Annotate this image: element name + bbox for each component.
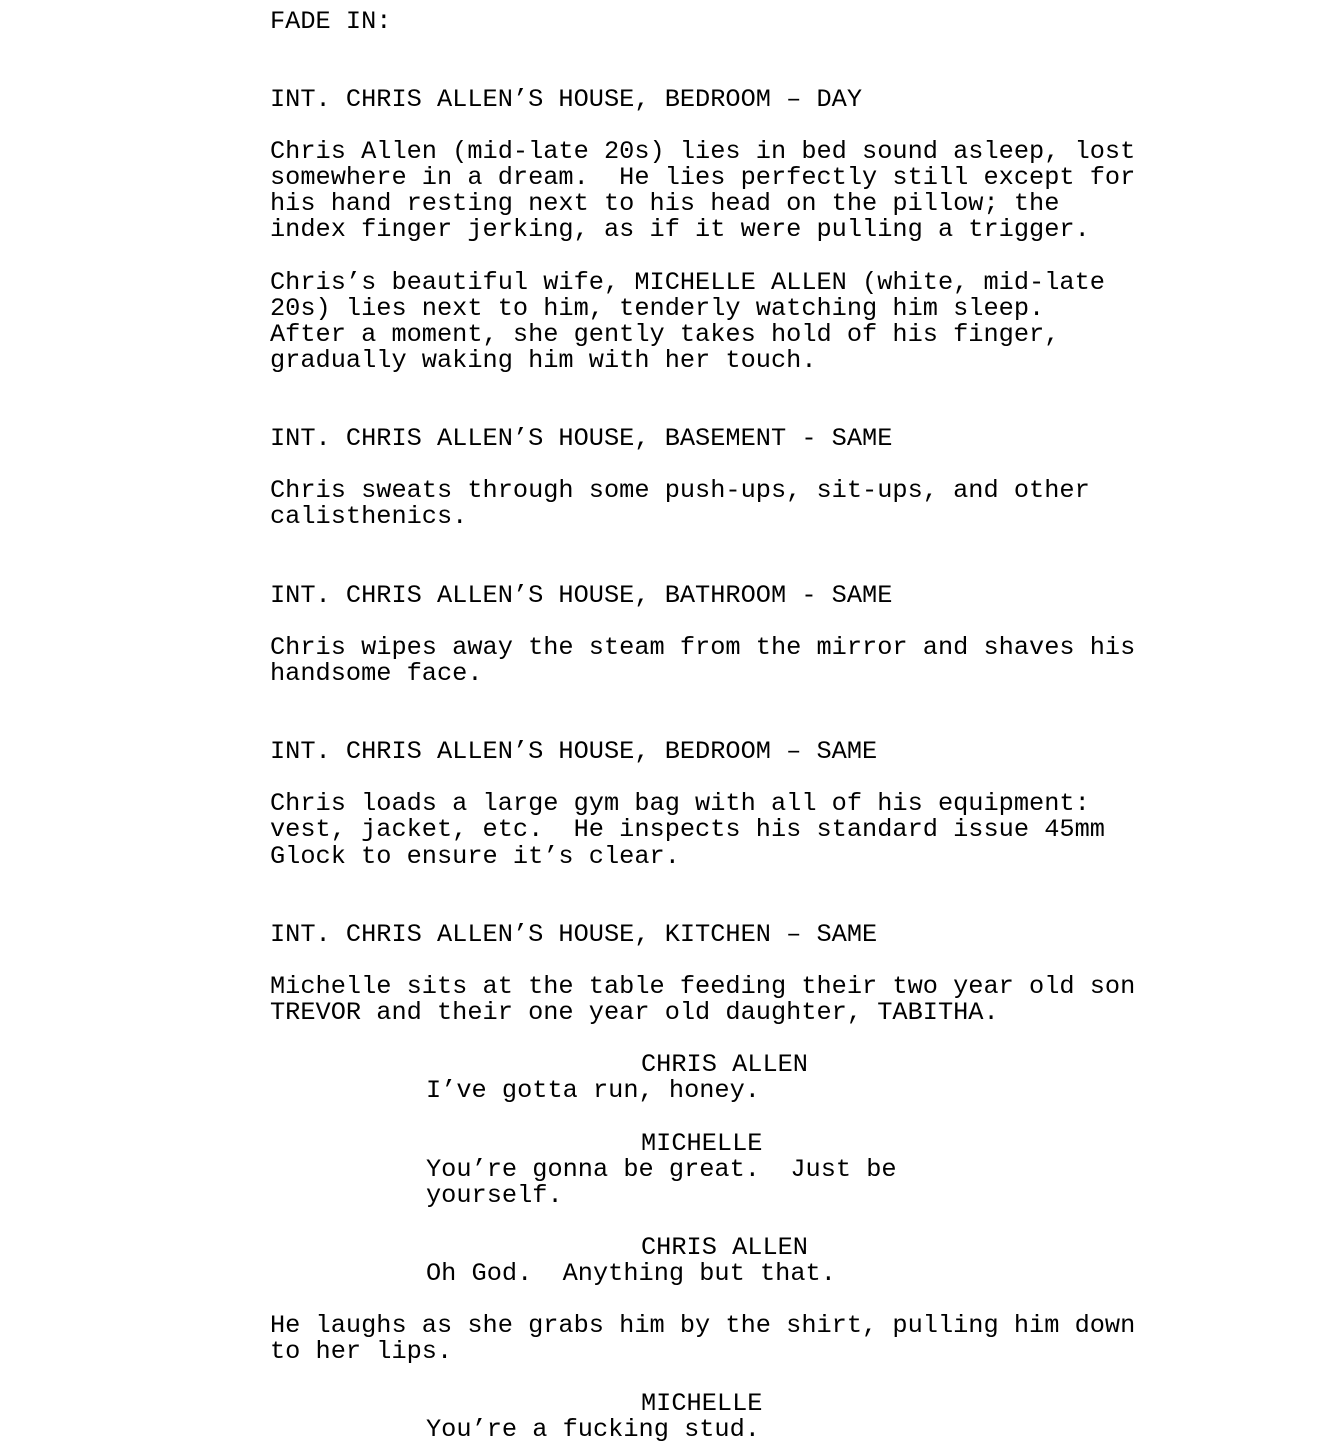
action-line: calisthenics. [270,502,468,531]
character-name: MICHELLE [641,1129,763,1158]
action-line: Chris Allen (mid-late 20s) lies in bed sound asleep, lost [270,137,1136,166]
action-line: gradually waking him with her touch. [270,346,817,375]
dialogue-line: You’re a fucking stud. [426,1415,760,1444]
action-line: vest, jacket, etc. He inspects his standard issue 45mm [270,815,1105,844]
action-line: Glock to ensure it’s clear. [270,842,680,871]
dialogue-line: I’ve gotta run, honey. [426,1076,760,1105]
action-line: Chris sweats through some push-ups, sit-ups, and other [270,476,1090,505]
scene-heading: INT. CHRIS ALLEN’S HOUSE, KITCHEN – SAME [270,920,878,949]
action-line: handsome face. [270,659,483,688]
action-line: He laughs as she grabs him by the shirt, pulling him down [270,1311,1136,1340]
dialogue-line: Oh God. Anything but that. [426,1259,836,1288]
action-line: somewhere in a dream. He lies perfectly still except for [270,163,1136,192]
scene-heading: INT. CHRIS ALLEN’S HOUSE, BEDROOM – DAY [270,85,863,114]
action-line: 20s) lies next to him, tenderly watching him sleep. [270,294,1045,323]
character-name: MICHELLE [641,1389,763,1418]
action-line: to her lips. [270,1337,453,1366]
character-name: CHRIS ALLEN [641,1050,808,1079]
action-line: After a moment, she gently takes hold of his finger, [270,320,1060,349]
action-line: index finger jerking, as if it were pulling a trigger. [270,215,1090,244]
action-line: Chris’s beautiful wife, MICHELLE ALLEN (white, mid-late [270,268,1105,297]
dialogue-line: You’re gonna be great. Just be [426,1155,897,1184]
scene-heading: INT. CHRIS ALLEN’S HOUSE, BATHROOM - SAME [270,581,893,610]
action-line: TREVOR and their one year old daughter, TABITHA. [270,998,999,1027]
action-line: Chris wipes away the steam from the mirror and shaves his [270,633,1136,662]
character-name: CHRIS ALLEN [641,1233,808,1262]
action-line: Michelle sits at the table feeding their two year old son [270,972,1136,1001]
transition: FADE IN: [270,7,392,36]
scene-heading: INT. CHRIS ALLEN’S HOUSE, BASEMENT - SAME [270,424,893,453]
action-line: his hand resting next to his head on the pillow; the [270,189,1060,218]
scene-heading: INT. CHRIS ALLEN’S HOUSE, BEDROOM – SAME [270,737,878,766]
dialogue-line: yourself. [426,1181,563,1210]
action-line: Chris loads a large gym bag with all of his equipment: [270,789,1090,818]
